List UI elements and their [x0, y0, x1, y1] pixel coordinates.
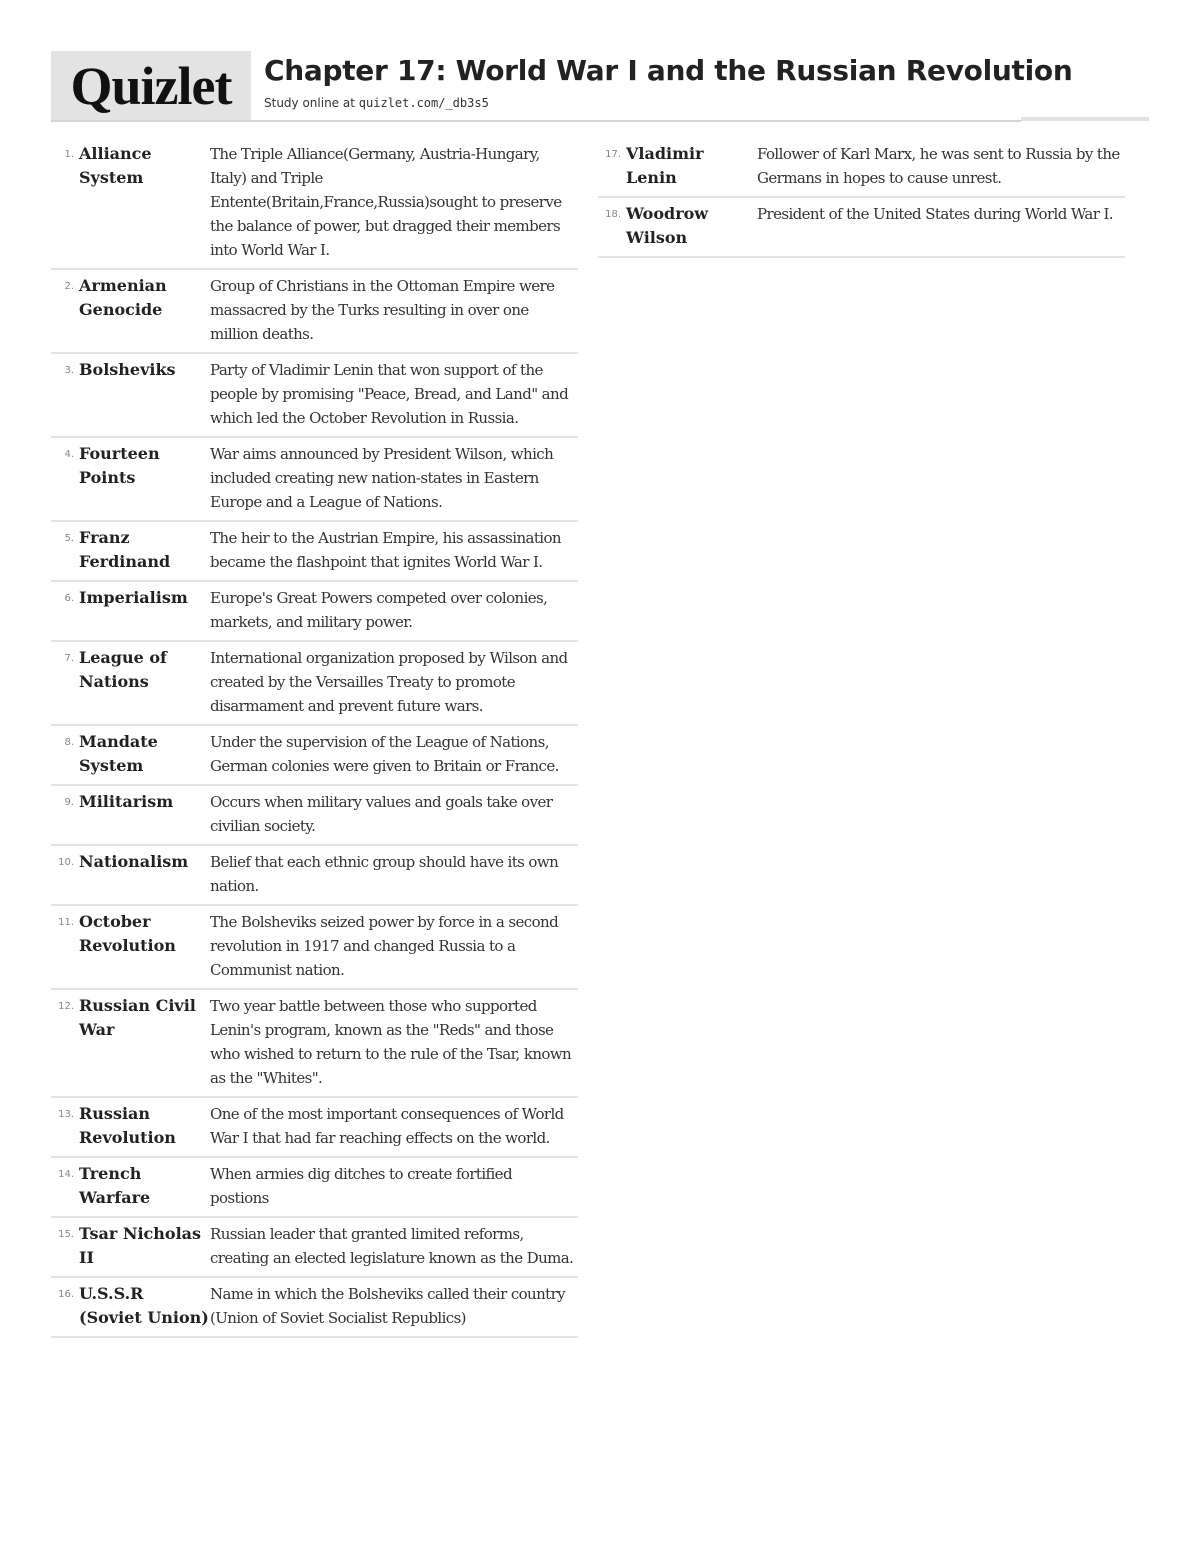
flashcard-row: [51, 726, 578, 786]
flashcard-row: [51, 270, 578, 354]
card-term: U.S.S.R (Soviet Union): [79, 1284, 209, 1327]
quizlet-logo: [51, 51, 251, 121]
card-term: Russian Revolution: [79, 1104, 176, 1147]
card-term: Alliance System: [79, 144, 152, 187]
card-definition: International organization proposed by Wilson and created by the Versailles Treaty to promote disarmament and prevent future wars.: [210, 649, 568, 715]
card-definition: Occurs when military values and goals take over civilian society.: [210, 793, 553, 835]
card-term: Tsar Nicholas II: [79, 1224, 202, 1267]
card-term: Fourteen Points: [79, 444, 160, 487]
card-number: 10.: [58, 857, 74, 868]
card-number: 17.: [605, 149, 621, 160]
card-definition: Name in which the Bolsheviks called their country (Union of Soviet Socialist Republics): [210, 1285, 566, 1327]
card-definition: Russian leader that granted limited reforms, creating an elected legislature known as the Duma.: [210, 1225, 574, 1267]
study-online-url[interactable]: quizlet.com/_db3s5: [358, 96, 489, 110]
flashcard-row: [51, 522, 578, 582]
card-definition: Belief that each ethnic group should have its own nation.: [210, 853, 559, 895]
card-number: 11.: [58, 917, 74, 928]
card-definition: Follower of Karl Marx, he was sent to Russia by the Germans in hopes to cause unrest.: [757, 145, 1120, 187]
card-number: 9.: [64, 797, 74, 808]
card-term: League of Nations: [79, 648, 167, 691]
card-term: Bolsheviks: [79, 360, 176, 379]
flashcard-row: [51, 1158, 578, 1218]
flashcard-row: [51, 354, 578, 438]
flashcard-row: [51, 1278, 578, 1338]
card-number: 8.: [64, 737, 74, 748]
card-term: October Revolution: [79, 912, 176, 955]
card-number: 2.: [64, 281, 74, 292]
card-number: 7.: [64, 653, 74, 664]
card-number: 15.: [58, 1229, 74, 1240]
card-term: Armenian Genocide: [79, 276, 167, 319]
card-definition: The Triple Alliance(Germany, Austria-Hungary, Italy) and Triple Entente(Britain,France,Russia)sought to preserve the balance of power, but dragged their members into World War I.: [210, 145, 562, 259]
header-divider: [51, 120, 1021, 122]
card-number: 14.: [58, 1169, 74, 1180]
card-definition: The heir to the Austrian Empire, his assassination became the flashpoint that ignites World War I.: [210, 529, 561, 571]
flashcard-row: [51, 138, 578, 270]
card-term: Militarism: [79, 792, 174, 811]
card-definition: When armies dig ditches to create fortified postions: [210, 1165, 512, 1207]
flashcard-row: [51, 906, 578, 990]
card-definition: Party of Vladimir Lenin that won support of the people by promising "Peace, Bread, and Land" and which led the October Revolution in Russia.: [210, 361, 569, 427]
header-divider-end: [1021, 117, 1149, 121]
flashcard-row: [51, 786, 578, 846]
card-term: Trench Warfare: [79, 1164, 151, 1207]
card-definition: Group of Christians in the Ottoman Empire were massacred by the Turks resulting in over one million deaths.: [210, 277, 555, 343]
flashcard-row: [51, 582, 578, 642]
logo-text: Quizlet: [70, 56, 232, 116]
flashcard-row: [51, 846, 578, 906]
card-number: 16.: [58, 1289, 74, 1300]
flashcard-row: [51, 990, 578, 1098]
card-term: Woodrow Wilson: [626, 204, 709, 247]
card-number: 6.: [64, 593, 74, 604]
left-column: [51, 138, 578, 1338]
card-definition: One of the most important consequences of World War I that had far reaching effects on the world.: [210, 1105, 564, 1147]
right-column: [598, 138, 1125, 258]
card-number: 13.: [58, 1109, 74, 1120]
card-number: 4.: [64, 449, 74, 460]
card-term: Imperialism: [79, 588, 188, 607]
card-term: Nationalism: [79, 852, 189, 871]
card-definition: President of the United States during World War I.: [757, 205, 1113, 223]
flashcard-row: [598, 138, 1125, 198]
card-definition: Two year battle between those who supported Lenin's program, known as the "Reds" and those who wished to return to the rule of the Tsar, known as the "Whites".: [210, 997, 572, 1087]
card-term: Mandate System: [79, 732, 158, 775]
card-number: 5.: [64, 533, 74, 544]
card-number: 12.: [58, 1001, 74, 1012]
flashcard-row: [51, 642, 578, 726]
card-definition: Under the supervision of the League of Nations, German colonies were given to Britain or France.: [210, 733, 559, 775]
card-term: Franz Ferdinand: [79, 528, 171, 571]
flashcard-row: [51, 1098, 578, 1158]
flashcard-row: [51, 438, 578, 522]
card-definition: War aims announced by President Wilson, which included creating new nation-states in Eastern Europe and a League of Nations.: [210, 445, 554, 511]
card-number: 1.: [64, 149, 74, 160]
card-definition: Europe's Great Powers competed over colonies, markets, and military power.: [210, 589, 548, 631]
page-title: Chapter 17: World War I and the Russian Revolution: [264, 54, 1073, 87]
flashcard-row: [51, 1218, 578, 1278]
card-definition: The Bolsheviks seized power by force in a second revolution in 1917 and changed Russia to a Communist nation.: [210, 913, 559, 979]
study-online-prefix: Study online at: [264, 96, 359, 110]
flashcard-row: [598, 198, 1125, 258]
card-number: 3.: [64, 365, 74, 376]
card-term: Russian Civil War: [79, 996, 196, 1039]
card-number: 18.: [605, 209, 621, 220]
card-term: Vladimir Lenin: [626, 144, 704, 187]
study-online-line: [264, 96, 489, 110]
